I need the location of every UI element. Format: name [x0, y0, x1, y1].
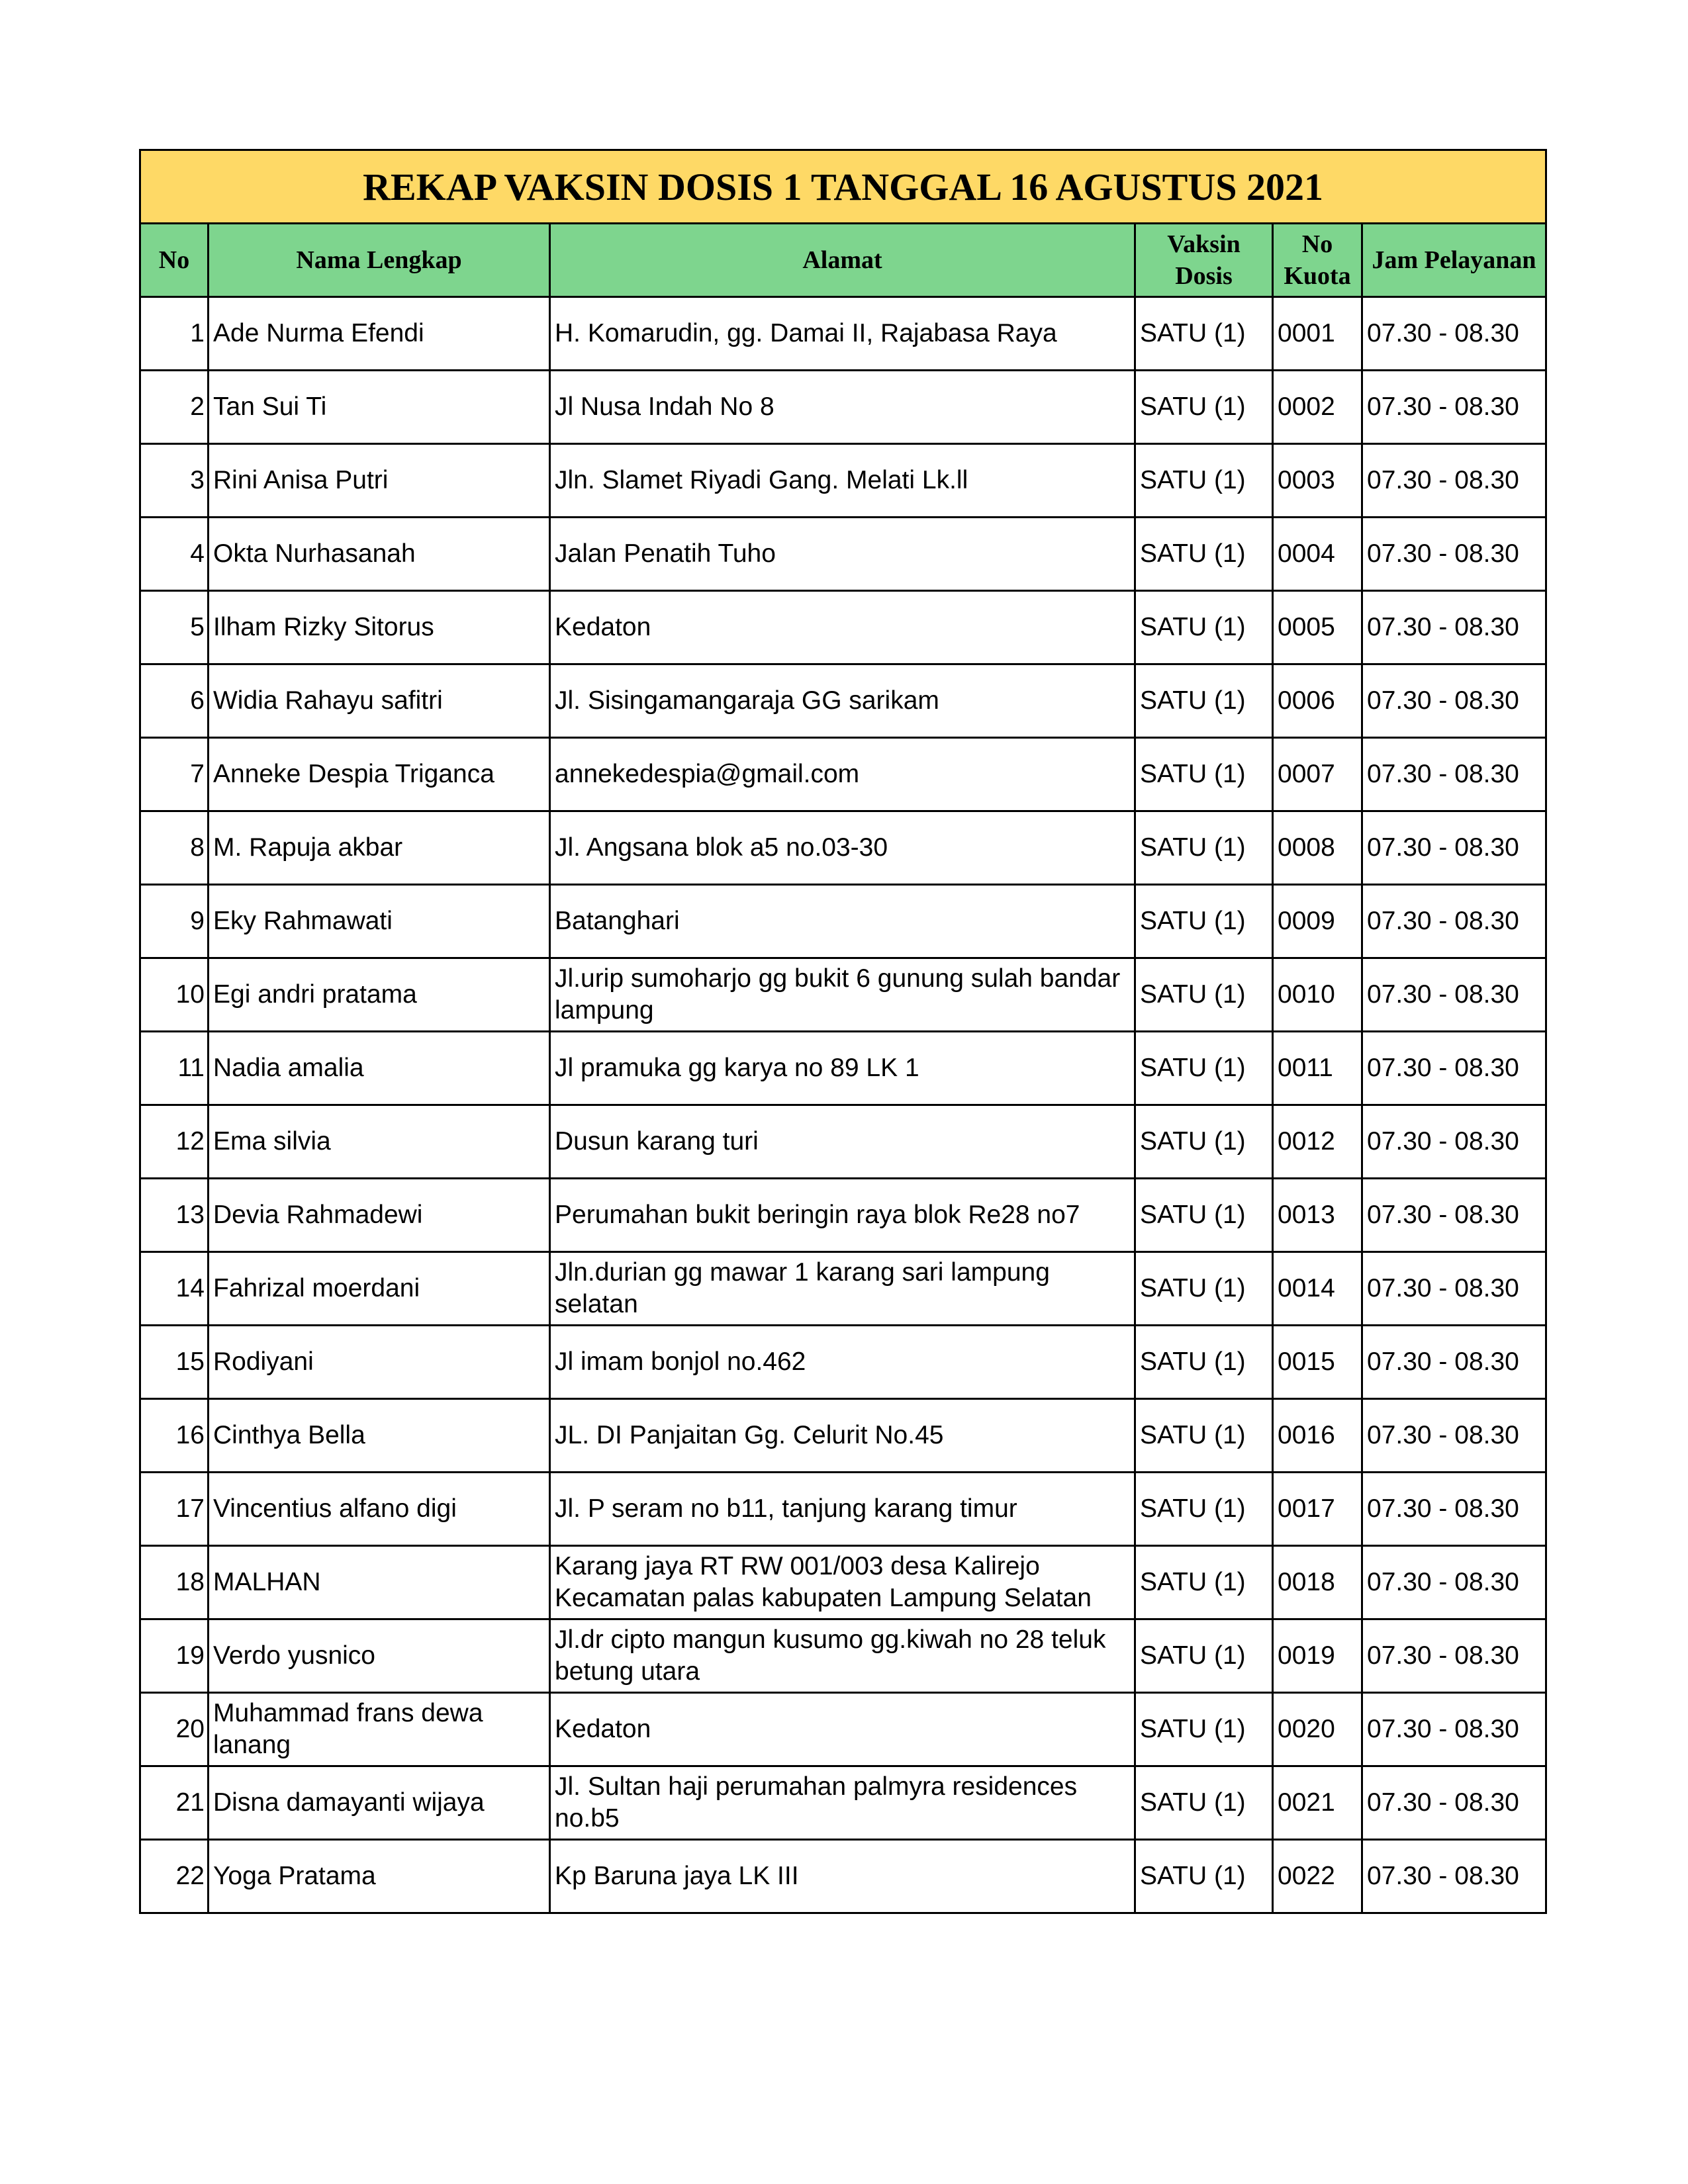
table-row	[140, 1546, 1546, 1619]
cell-nama: Tan Sui Ti	[209, 371, 550, 444]
header-jam-pelayanan: Jam Pelayanan	[1362, 224, 1546, 297]
cell-no: 9	[140, 885, 209, 958]
table-row	[140, 518, 1546, 591]
table-row	[140, 958, 1546, 1032]
table-row	[140, 664, 1546, 738]
table-title: REKAP VAKSIN DOSIS 1 TANGGAL 16 AGUSTUS 2021	[140, 150, 1546, 224]
cell-alamat: Jalan Penatih Tuho	[550, 518, 1135, 591]
cell-no-kuota: 0014	[1273, 1252, 1362, 1326]
cell-no-kuota: 0002	[1273, 371, 1362, 444]
cell-jam-pelayanan: 07.30 - 08.30	[1362, 1032, 1546, 1105]
header-alamat: Alamat	[550, 224, 1135, 297]
cell-nama: Fahrizal moerdani	[209, 1252, 550, 1326]
cell-no: 11	[140, 1032, 209, 1105]
cell-nama: Ema silvia	[209, 1105, 550, 1179]
cell-jam-pelayanan: 07.30 - 08.30	[1362, 444, 1546, 518]
cell-alamat: Jl.dr cipto mangun kusumo gg.kiwah no 28 teluk betung utara	[550, 1619, 1135, 1693]
cell-nama: Devia Rahmadewi	[209, 1179, 550, 1252]
cell-jam-pelayanan: 07.30 - 08.30	[1362, 811, 1546, 885]
cell-vaksin-dosis: SATU (1)	[1135, 1179, 1273, 1252]
table-row	[140, 1840, 1546, 1913]
cell-nama: Widia Rahayu safitri	[209, 664, 550, 738]
cell-no: 7	[140, 738, 209, 811]
cell-nama: M. Rapuja akbar	[209, 811, 550, 885]
cell-vaksin-dosis: SATU (1)	[1135, 1252, 1273, 1326]
table-row	[140, 1179, 1546, 1252]
cell-nama: Cinthya Bella	[209, 1399, 550, 1473]
cell-jam-pelayanan: 07.30 - 08.30	[1362, 958, 1546, 1032]
table-row	[140, 738, 1546, 811]
title-row	[140, 150, 1546, 224]
cell-no-kuota: 0020	[1273, 1693, 1362, 1766]
cell-no-kuota: 0006	[1273, 664, 1362, 738]
cell-alamat: Jl. Angsana blok a5 no.03-30	[550, 811, 1135, 885]
cell-alamat: Jl. Sultan haji perumahan palmyra residences no.b5	[550, 1766, 1135, 1840]
cell-nama: Egi andri pratama	[209, 958, 550, 1032]
cell-no: 16	[140, 1399, 209, 1473]
cell-vaksin-dosis: SATU (1)	[1135, 1840, 1273, 1913]
cell-nama: Verdo yusnico	[209, 1619, 550, 1693]
cell-jam-pelayanan: 07.30 - 08.30	[1362, 1179, 1546, 1252]
cell-jam-pelayanan: 07.30 - 08.30	[1362, 591, 1546, 664]
cell-nama: MALHAN	[209, 1546, 550, 1619]
cell-no-kuota: 0012	[1273, 1105, 1362, 1179]
cell-vaksin-dosis: SATU (1)	[1135, 738, 1273, 811]
vaccine-recap-table	[139, 149, 1547, 1914]
cell-vaksin-dosis: SATU (1)	[1135, 1399, 1273, 1473]
table-row	[140, 1105, 1546, 1179]
table-row	[140, 811, 1546, 885]
cell-vaksin-dosis: SATU (1)	[1135, 885, 1273, 958]
cell-no-kuota: 0019	[1273, 1619, 1362, 1693]
cell-no: 19	[140, 1619, 209, 1693]
cell-jam-pelayanan: 07.30 - 08.30	[1362, 297, 1546, 371]
table-row	[140, 1693, 1546, 1766]
cell-alamat: H. Komarudin, gg. Damai II, Rajabasa Raya	[550, 297, 1135, 371]
cell-alamat: Jl. P seram no b11, tanjung karang timur	[550, 1473, 1135, 1546]
table-row	[140, 1766, 1546, 1840]
cell-no: 2	[140, 371, 209, 444]
cell-alamat: Jl imam bonjol no.462	[550, 1326, 1135, 1399]
cell-no-kuota: 0011	[1273, 1032, 1362, 1105]
cell-nama: Okta Nurhasanah	[209, 518, 550, 591]
header-vaksin-line2: Dosis	[1175, 262, 1233, 290]
cell-no-kuota: 0015	[1273, 1326, 1362, 1399]
cell-jam-pelayanan: 07.30 - 08.30	[1362, 1473, 1546, 1546]
cell-alamat: Kp Baruna jaya LK III	[550, 1840, 1135, 1913]
cell-no-kuota: 0007	[1273, 738, 1362, 811]
table-row	[140, 1619, 1546, 1693]
cell-jam-pelayanan: 07.30 - 08.30	[1362, 738, 1546, 811]
cell-jam-pelayanan: 07.30 - 08.30	[1362, 1399, 1546, 1473]
cell-no: 10	[140, 958, 209, 1032]
cell-nama: Vincentius alfano digi	[209, 1473, 550, 1546]
cell-alamat: Karang jaya RT RW 001/003 desa Kalirejo Kecamatan palas kabupaten Lampung Selatan	[550, 1546, 1135, 1619]
cell-jam-pelayanan: 07.30 - 08.30	[1362, 1546, 1546, 1619]
cell-alamat: Jl. Sisingamangaraja GG sarikam	[550, 664, 1135, 738]
cell-no-kuota: 0010	[1273, 958, 1362, 1032]
header-vaksin-dosis	[1135, 224, 1273, 297]
cell-alamat: Jln.durian gg mawar 1 karang sari lampung selatan	[550, 1252, 1135, 1326]
cell-no-kuota: 0003	[1273, 444, 1362, 518]
table-row	[140, 1252, 1546, 1326]
cell-vaksin-dosis: SATU (1)	[1135, 518, 1273, 591]
cell-no-kuota: 0009	[1273, 885, 1362, 958]
cell-jam-pelayanan: 07.30 - 08.30	[1362, 1252, 1546, 1326]
cell-alamat: Kedaton	[550, 591, 1135, 664]
cell-alamat: Jl Nusa Indah No 8	[550, 371, 1135, 444]
cell-jam-pelayanan: 07.30 - 08.30	[1362, 1766, 1546, 1840]
cell-vaksin-dosis: SATU (1)	[1135, 1473, 1273, 1546]
cell-jam-pelayanan: 07.30 - 08.30	[1362, 1105, 1546, 1179]
table-row	[140, 885, 1546, 958]
cell-jam-pelayanan: 07.30 - 08.30	[1362, 664, 1546, 738]
cell-no: 18	[140, 1546, 209, 1619]
cell-jam-pelayanan: 07.30 - 08.30	[1362, 518, 1546, 591]
vaccine-recap-sheet	[139, 149, 1545, 1914]
cell-no: 6	[140, 664, 209, 738]
cell-nama: Anneke Despia Triganca	[209, 738, 550, 811]
header-nama-lengkap: Nama Lengkap	[209, 224, 550, 297]
cell-no: 20	[140, 1693, 209, 1766]
cell-nama: Disna damayanti wijaya	[209, 1766, 550, 1840]
cell-no: 14	[140, 1252, 209, 1326]
header-kuota-line1: No	[1301, 230, 1333, 258]
header-row	[140, 224, 1546, 297]
table-row	[140, 444, 1546, 518]
cell-no-kuota: 0018	[1273, 1546, 1362, 1619]
cell-nama: Ilham Rizky Sitorus	[209, 591, 550, 664]
cell-vaksin-dosis: SATU (1)	[1135, 444, 1273, 518]
cell-vaksin-dosis: SATU (1)	[1135, 958, 1273, 1032]
cell-vaksin-dosis: SATU (1)	[1135, 1546, 1273, 1619]
cell-no-kuota: 0017	[1273, 1473, 1362, 1546]
cell-alamat: Jl.urip sumoharjo gg bukit 6 gunung sulah bandar lampung	[550, 958, 1135, 1032]
cell-vaksin-dosis: SATU (1)	[1135, 1619, 1273, 1693]
cell-no: 8	[140, 811, 209, 885]
header-kuota-line2: Kuota	[1284, 262, 1351, 290]
cell-no-kuota: 0013	[1273, 1179, 1362, 1252]
cell-nama: Yoga Pratama	[209, 1840, 550, 1913]
cell-no: 21	[140, 1766, 209, 1840]
header-no-kuota	[1273, 224, 1362, 297]
cell-no-kuota: 0004	[1273, 518, 1362, 591]
cell-alamat: Jln. Slamet Riyadi Gang. Melati Lk.ll	[550, 444, 1135, 518]
cell-nama: Nadia amalia	[209, 1032, 550, 1105]
cell-vaksin-dosis: SATU (1)	[1135, 1032, 1273, 1105]
table-row	[140, 297, 1546, 371]
cell-jam-pelayanan: 07.30 - 08.30	[1362, 1840, 1546, 1913]
cell-alamat: Dusun karang turi	[550, 1105, 1135, 1179]
table-row	[140, 1326, 1546, 1399]
cell-vaksin-dosis: SATU (1)	[1135, 1766, 1273, 1840]
cell-vaksin-dosis: SATU (1)	[1135, 591, 1273, 664]
cell-nama: Rodiyani	[209, 1326, 550, 1399]
cell-no: 13	[140, 1179, 209, 1252]
cell-nama: Rini Anisa Putri	[209, 444, 550, 518]
cell-alamat: JL. DI Panjaitan Gg. Celurit No.45	[550, 1399, 1135, 1473]
cell-jam-pelayanan: 07.30 - 08.30	[1362, 1326, 1546, 1399]
cell-nama: Ade Nurma Efendi	[209, 297, 550, 371]
cell-no: 15	[140, 1326, 209, 1399]
cell-no-kuota: 0001	[1273, 297, 1362, 371]
cell-alamat: Jl pramuka gg karya no 89 LK 1	[550, 1032, 1135, 1105]
cell-no-kuota: 0022	[1273, 1840, 1362, 1913]
cell-vaksin-dosis: SATU (1)	[1135, 371, 1273, 444]
cell-jam-pelayanan: 07.30 - 08.30	[1362, 371, 1546, 444]
cell-no: 4	[140, 518, 209, 591]
cell-no-kuota: 0005	[1273, 591, 1362, 664]
cell-no: 1	[140, 297, 209, 371]
cell-jam-pelayanan: 07.30 - 08.30	[1362, 885, 1546, 958]
cell-no: 22	[140, 1840, 209, 1913]
table-row	[140, 1032, 1546, 1105]
cell-vaksin-dosis: SATU (1)	[1135, 811, 1273, 885]
cell-nama: Muhammad frans dewa lanang	[209, 1693, 550, 1766]
table-row	[140, 1399, 1546, 1473]
cell-no-kuota: 0016	[1273, 1399, 1362, 1473]
cell-no-kuota: 0008	[1273, 811, 1362, 885]
table-row	[140, 1473, 1546, 1546]
cell-vaksin-dosis: SATU (1)	[1135, 664, 1273, 738]
cell-alamat: Perumahan bukit beringin raya blok Re28 no7	[550, 1179, 1135, 1252]
header-vaksin-line1: Vaksin	[1167, 230, 1241, 258]
header-no: No	[140, 224, 209, 297]
cell-vaksin-dosis: SATU (1)	[1135, 1693, 1273, 1766]
cell-alamat: Kedaton	[550, 1693, 1135, 1766]
cell-jam-pelayanan: 07.30 - 08.30	[1362, 1693, 1546, 1766]
cell-alamat: Batanghari	[550, 885, 1135, 958]
table-row	[140, 371, 1546, 444]
cell-vaksin-dosis: SATU (1)	[1135, 1105, 1273, 1179]
cell-no: 3	[140, 444, 209, 518]
cell-no: 17	[140, 1473, 209, 1546]
cell-alamat: annekedespia@gmail.com	[550, 738, 1135, 811]
cell-nama: Eky Rahmawati	[209, 885, 550, 958]
cell-no: 5	[140, 591, 209, 664]
cell-jam-pelayanan: 07.30 - 08.30	[1362, 1619, 1546, 1693]
cell-no-kuota: 0021	[1273, 1766, 1362, 1840]
table-row	[140, 591, 1546, 664]
cell-no: 12	[140, 1105, 209, 1179]
cell-vaksin-dosis: SATU (1)	[1135, 297, 1273, 371]
cell-vaksin-dosis: SATU (1)	[1135, 1326, 1273, 1399]
